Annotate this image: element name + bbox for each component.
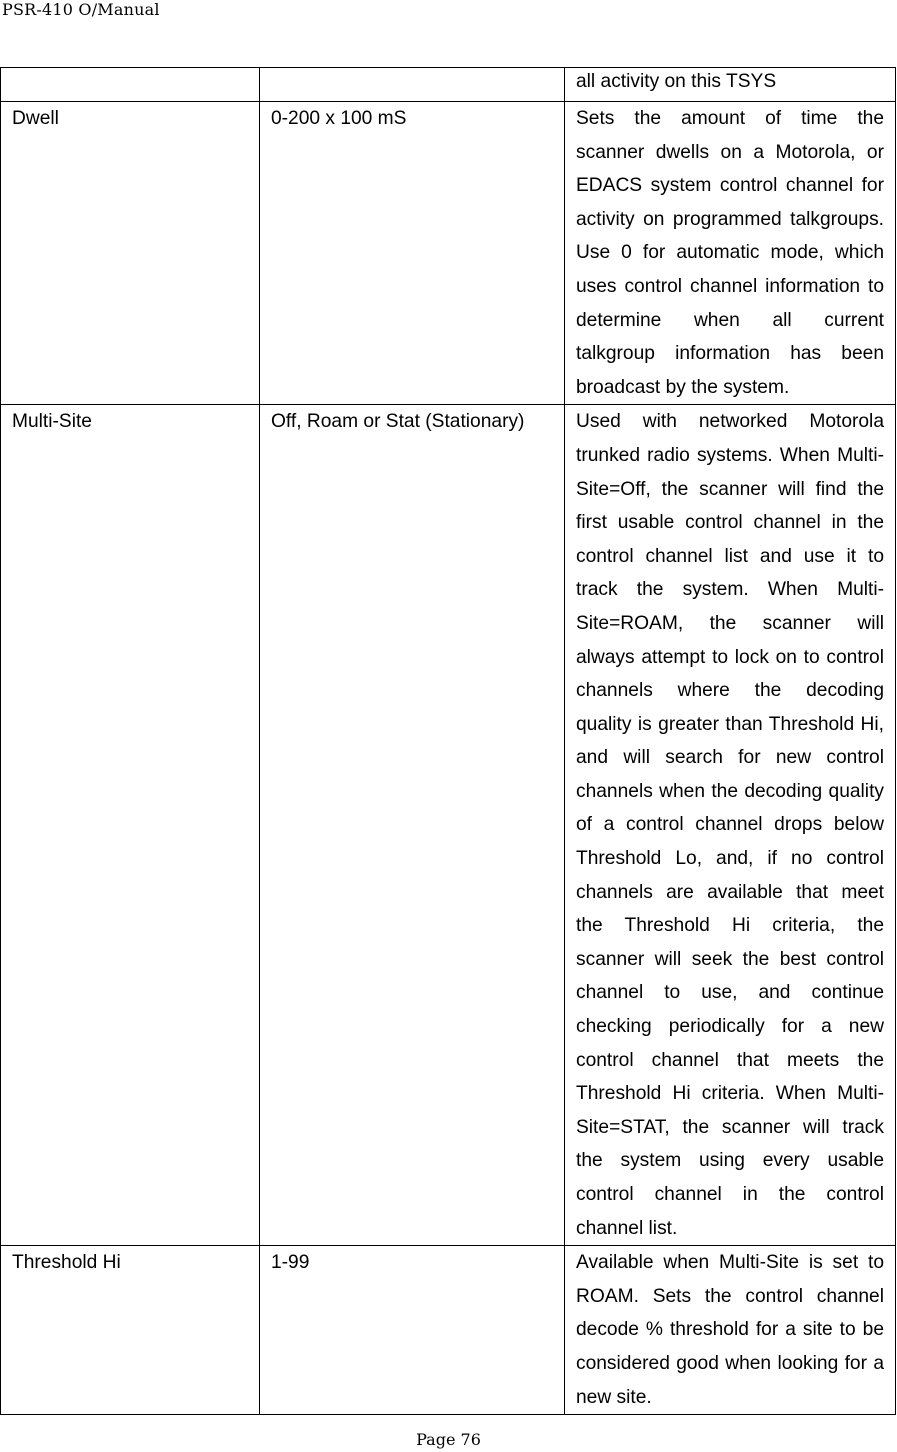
setting-name-cell: Dwell xyxy=(1,102,260,405)
setting-description-cell: Available when Multi-Site is set to ROAM. Sets the control channel decode % threshold for a site to be considered good when looking for a new site. xyxy=(565,1246,896,1415)
setting-range-cell: 1-99 xyxy=(260,1246,565,1415)
page-header: PSR-410 O/Manual xyxy=(2,0,160,19)
setting-description-cell: Sets the amount of time the scanner dwells on a Motorola, or EDACS system control channel for activity on programmed talkgroups. Use 0 for automatic mode, which uses control channel information to determine when all current talkgroup information has been broadcast by the system. xyxy=(565,102,896,405)
setting-name-cell: Threshold Hi xyxy=(1,1246,260,1415)
setting-description-cell: Used with networked Motorola trunked radio systems. When Multi-Site=Off, the scanner will find the first usable control channel in the control channel list and use it to track the system. When Multi-Site=ROAM, the scanner will always attempt to lock on to control channels where the decoding quality is greater than Threshold Hi, and will search for new control channels when the decoding quality of a control channel drops below Threshold Lo, and, if no control channels are available that meet the Threshold Hi criteria, the scanner will seek the best control channel to use, and continue checking periodically for a new control channel that meets the Threshold Hi criteria. When Multi-Site=STAT, the scanner will track the system using every usable control channel in the control channel list. xyxy=(565,405,896,1246)
settings-table xyxy=(0,67,896,1415)
table-row xyxy=(1,1246,896,1415)
setting-range-cell: 0-200 x 100 mS xyxy=(260,102,565,405)
setting-range-cell: Off, Roam or Stat (Stationary) xyxy=(260,405,565,1246)
table-row xyxy=(1,405,896,1246)
table-row xyxy=(1,102,896,405)
table-row xyxy=(1,68,896,102)
page-number: Page 76 xyxy=(416,1430,481,1449)
setting-name-cell: Multi-Site xyxy=(1,405,260,1246)
setting-description-cell: all activity on this TSYS xyxy=(565,68,896,102)
setting-range-cell xyxy=(260,68,565,102)
setting-name-cell xyxy=(1,68,260,102)
